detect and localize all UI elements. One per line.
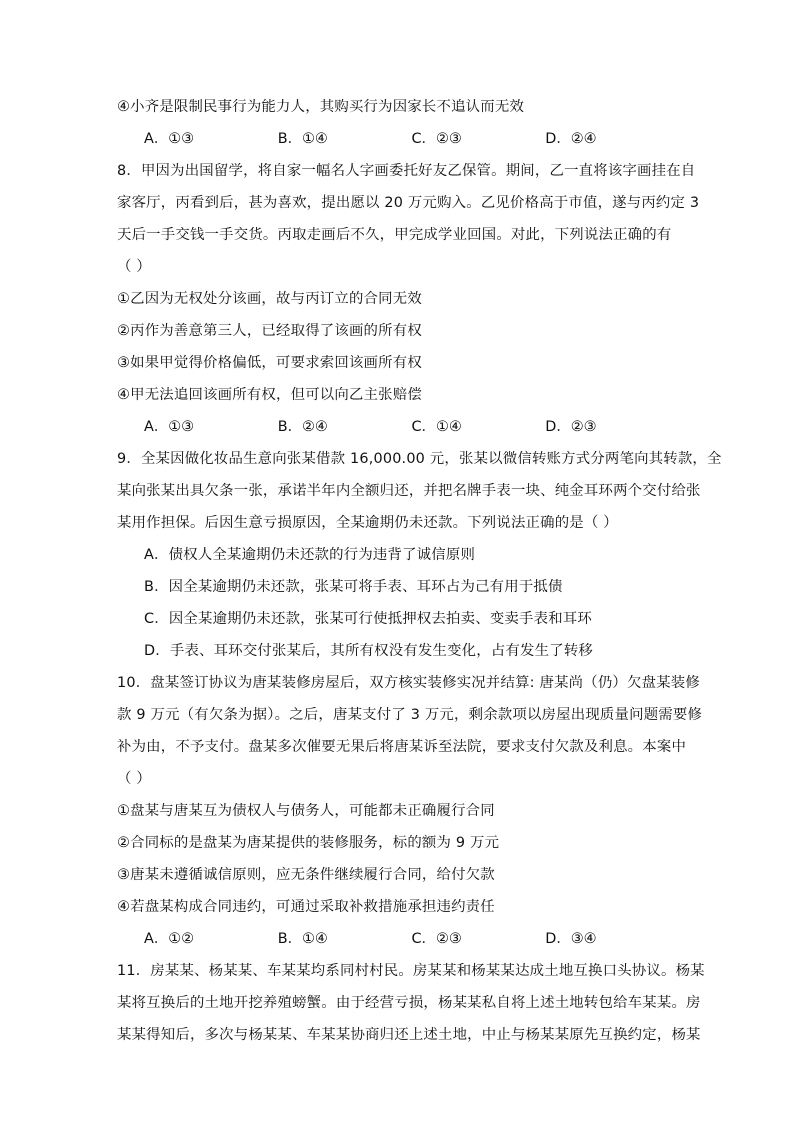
q8-option-2: ②丙作为善意第三人，已经取得了该画的所有权 (117, 323, 422, 339)
q10-stem-line-1: 10．盘某签订协议为唐某装修房屋后，双方核实装修实况并结算: 唐某尚（仍）欠盘某装修 (117, 675, 700, 691)
q11-stem-line-3: 某某得知后，多次与杨某某、车某某协商归还上述土地，中止与杨某某原先互换约定，杨某 (117, 1027, 701, 1043)
q11-stem-line-1: 11．房某某、杨某某、车某某均系同村村民。房某某和杨某某达成土地互换口头协议。杨某 (117, 963, 705, 979)
q10-stem-line-3: 补为由，不予支付。盘某多次催要无果后将唐某诉至法院，要求支付欠款及利息。本案中 (117, 739, 687, 755)
q10-blank: （ ） (117, 771, 151, 787)
q8-choice-d: D．②③ (545, 419, 597, 435)
q10-stem-line-2: 款 9 万元（有欠条为据）。之后，唐某支付了 3 万元，剩余款项以房屋出现质量问题需要修 (117, 707, 703, 723)
q10-option-2: ②合同标的是盘某为唐某提供的装修服务，标的额为 9 万元 (117, 835, 500, 851)
q8-stem-line-3: 天后一手交钱一手交货。丙取走画后不久，甲完成学业回国。对此，下列说法正确的有 (117, 227, 672, 243)
q9-option-d: D．手表、耳环交付张某后，其所有权没有发生变化，占有发生了转移 (144, 643, 594, 659)
q10-choice-d: D．③④ (545, 931, 597, 947)
q8-choice-c: C．①④ (411, 419, 462, 435)
q8-choice-a: A．①③ (144, 419, 195, 435)
q7-option-4: ④小齐是限制民事行为能力人，其购买行为因家长不追认而无效 (117, 99, 525, 115)
q8-blank: （ ） (117, 259, 151, 275)
q10-choice-c: C．②③ (411, 931, 462, 947)
q8-answer-choices (117, 417, 679, 437)
q7-choice-b: B．①④ (277, 131, 328, 147)
q7-answer-choices (117, 129, 679, 149)
q7-choice-d: D．②④ (545, 131, 597, 147)
q9-option-a: A．债权人全某逾期仍未还款的行为违背了诚信原则 (144, 547, 476, 563)
q8-option-3: ③如果甲觉得价格偏低，可要求索回该画所有权 (117, 355, 422, 371)
q10-option-4: ④若盘某构成合同违约，可通过采取补救措施承担违约责任 (117, 899, 495, 915)
q10-option-1: ①盘某与唐某互为债权人与债务人，可能都未正确履行合同 (117, 803, 495, 819)
q9-option-b: B．因全某逾期仍未还款，张某可将手表、耳环占为己有用于抵债 (144, 579, 563, 595)
exam-page (117, 97, 722, 1045)
q10-choice-b: B．①④ (277, 931, 328, 947)
q10-choice-a: A．①② (144, 931, 195, 947)
q11-stem-line-2: 某将互换后的土地开挖养殖螃蟹。由于经营亏损，杨某某私自将上述土地转包给车某某。房 (117, 995, 701, 1011)
q7-choice-a: A．①③ (144, 131, 195, 147)
q9-option-c: C．因全某逾期仍未还款，张某可行使抵押权去拍卖、变卖手表和耳环 (144, 611, 592, 627)
q8-choice-b: B．②④ (277, 419, 328, 435)
q10-option-3: ③唐某未遵循诚信原则，应无条件继续履行合同，给付欠款 (117, 867, 495, 883)
q8-option-4: ④甲无法追回该画所有权，但可以向乙主张赔偿 (117, 387, 422, 403)
q10-answer-choices (117, 929, 679, 949)
q9-stem-line-2: 某向张某出具欠条一张，承诺半年内全额归还，并把名牌手表一块、纯金耳环两个交付给张 (117, 483, 701, 499)
q9-stem-line-3: 某用作担保。后因生意亏损原因，全某逾期仍未还款。下列说法正确的是（ ） (117, 515, 618, 531)
q8-stem-line-2: 家客厅，丙看到后，甚为喜欢，提出愿以 20 万元购入。乙见价格高于市值，遂与丙约定 3 (117, 195, 700, 211)
q7-choice-c: C．②③ (411, 131, 462, 147)
q8-stem-line-1: 8．甲因为出国留学，将自家一幅名人字画委托好友乙保管。期间，乙一直将该字画挂在自 (117, 163, 696, 179)
q9-stem-line-1: 9．全某因做化妆品生意向张某借款 16,000.00 元，张某以微信转账方式分两笔向其转款，全 (117, 451, 722, 467)
q8-option-1: ①乙因为无权处分该画，故与丙订立的合同无效 (117, 291, 422, 307)
